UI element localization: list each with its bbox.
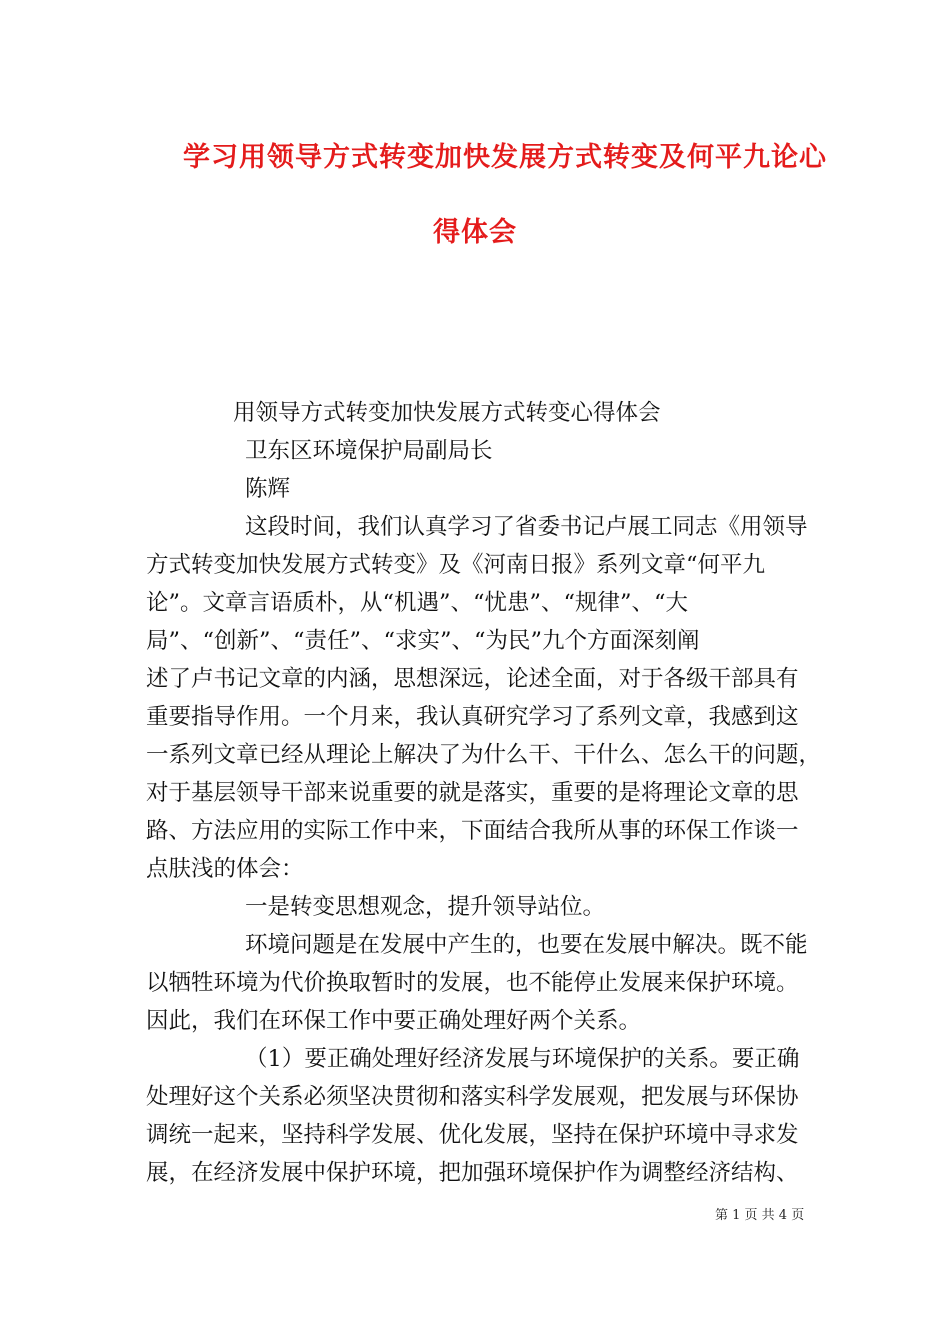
subtitle: 用领导方式转变加快发展方式转变心得体会 <box>233 400 661 426</box>
section-heading: 一是转变思想观念，提升领导站位。 <box>245 894 606 920</box>
author-position: 卫东区环境保护局副局长 <box>245 438 493 464</box>
body-line: 对于基层领导干部来说重要的就是落实，重要的是将理论文章的思 <box>146 780 799 806</box>
page-number: 第 1 页 共 4 页 <box>715 1208 805 1223</box>
document-title-line-2: 得体会 <box>433 217 517 248</box>
body-line: 展，在经济发展中保护环境，把加强环境保护作为调整经济结构、 <box>146 1160 799 1186</box>
author-name: 陈辉 <box>245 476 291 502</box>
body-line: 处理好这个关系必须坚决贯彻和落实科学发展观，把发展与环保协 <box>146 1084 799 1110</box>
document-title-line-1: 学习用领导方式转变加快发展方式转变及何平九论心 <box>183 142 827 173</box>
body-line: 点肤浅的体会： <box>146 856 304 882</box>
body-line: 环境问题是在发展中产生的，也要在发展中解决。既不能 <box>245 932 808 958</box>
body-line: （1）要正确处理好经济发展与环境保护的关系。要正确 <box>245 1046 800 1072</box>
body-line: 一系列文章已经从理论上解决了为什么干、干什么、怎么干的问题， <box>146 742 822 768</box>
body-line: 调统一起来，坚持科学发展、优化发展，坚持在保护环境中寻求发 <box>146 1122 799 1148</box>
body-line: 因此，我们在环保工作中要正确处理好两个关系。 <box>146 1008 642 1034</box>
body-line: 路、方法应用的实际工作中来，下面结合我所从事的环保工作谈一 <box>146 818 799 844</box>
body-line: 局”、“创新”、“责任”、“求实”、“为民”九个方面深刻阐 <box>146 628 700 654</box>
body-line: 方式转变加快发展方式转变》及《河南日报》系列文章“何平九 <box>146 552 766 578</box>
body-line: 这段时间，我们认真学习了省委书记卢展工同志《用领导 <box>245 514 808 540</box>
body-line: 以牺牲环境为代价换取暂时的发展，也不能停止发展来保护环境。 <box>146 970 799 996</box>
body-line: 重要指导作用。一个月来，我认真研究学习了系列文章，我感到这 <box>146 704 799 730</box>
body-line: 述了卢书记文章的内涵，思想深远，论述全面，对于各级干部具有 <box>146 666 799 692</box>
body-line: 论”。文章言语质朴，从“机遇”、“忧患”、“规律”、“大 <box>146 590 689 616</box>
